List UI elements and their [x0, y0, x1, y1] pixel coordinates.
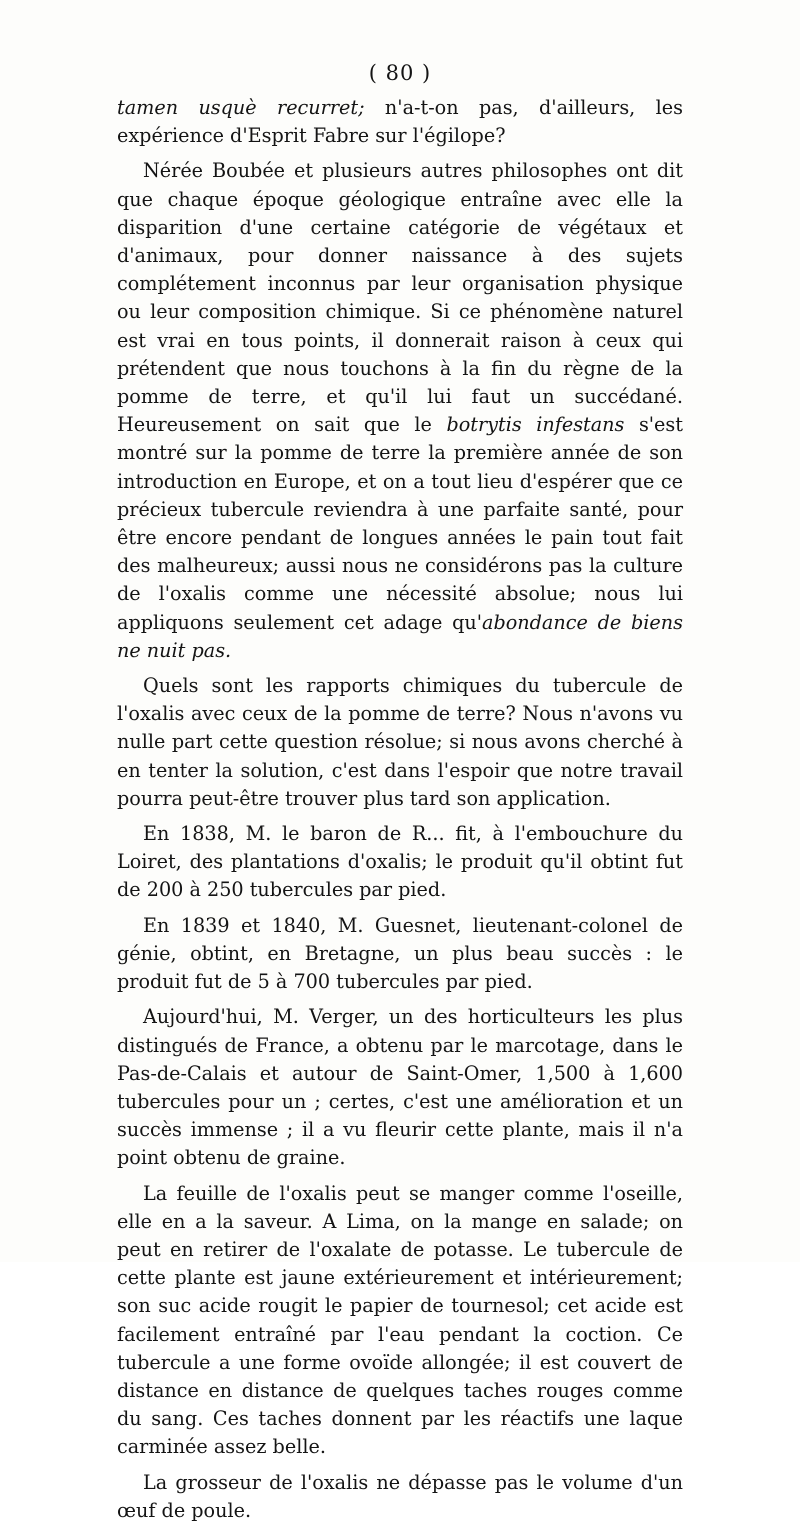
- paragraph-text: Nérée Boubée et plusieurs autres philosophes ont dit que chaque époque géologique entraîne avec elle la disparition d'une certaine catégorie de végétaux et d'animaux, pour donner naissance à des sujets complétement inconnus par leur organisation physique ou leur composition chimique. Si ce phénomène naturel est vrai en tous points, il donnerait raison à ceux qui prétendent que nous touchons à la fin du règne de la pomme de terre, et qu'il lui faut un succédané. Heureusement on sait que le: [117, 159, 683, 437]
- proverb: abondance de biens ne nuit pas.: [117, 610, 683, 662]
- paragraph-text: s'est montré sur la pomme de terre la première année de son introduction en Europe, et on a tout lieu d'espérer que ce précieux tubercule reviendra à une parfaite santé, pour être encore pendant de longues années le pain tout fait des malheureux; aussi nous ne considérons pas la culture de l'oxalis comme une nécessité absolue; nous lui appliquons seulement cet adage qu': [117, 413, 683, 634]
- paragraph-text: n'a-t-on pas, d'ailleurs, les expérience d'Esprit Fabre sur l'égilope?: [117, 96, 683, 148]
- paragraph-chemical-relations: Quels sont les rapports chimiques du tubercule de l'oxalis avec ceux de la pomme de terre? Nous n'avons vu nulle part cette question résolue; si nous avons cherché à en tenter la solution, c'est dans l'espoir que notre travail pourra peut-être trouver plus tard son application.: [117, 674, 683, 810]
- paragraph-1838: En 1838, M. le baron de R... fit, à l'embouchure du Loiret, des plantations d'oxalis; le produit qu'il obtint fut de 200 à 250 tubercules par pied.: [117, 822, 683, 902]
- paragraph-boubee: [117, 157, 683, 665]
- paragraph-verger: Aujourd'hui, M. Verger, un des horticulteurs les plus distingués de France, a obtenu par le marcotage, dans le Pas-de-Calais et autour de Saint-Omer, 1,500 à 1,600 tubercules pour un ; certes, c'est une amélioration et un succès immense ; il a vu fleurir cette plante, mais il n'a point obtenu de graine.: [117, 1005, 683, 1170]
- paragraph-continuation: [117, 94, 683, 150]
- body-text: [117, 94, 683, 1525]
- latin-phrase: tamen usquè recurret;: [117, 96, 365, 119]
- page-number: ( 80 ): [368, 61, 432, 85]
- species-name: botrytis infestans: [446, 413, 625, 437]
- paragraph-size: La grosseur de l'oxalis ne dépasse pas le volume d'un œuf de poule.: [117, 1470, 683, 1522]
- paragraph-leaf: La feuille de l'oxalis peut se manger comme l'oseille, elle en a la saveur. A Lima, on la mange en salade; on peut en retirer de l'oxalate de potasse. Le tubercule de cette plante est jaune extérieurement et intérieurement; son suc acide rougit le papier de tournesol; cet acide est facilement entraîné par l'eau pendant la coction. Ce tubercule a une forme ovoïde allongée; il est couvert de distance en distance de quelques taches rouges comme du sang. Ces taches donnent par les réactifs une laque carminée assez belle.: [117, 1181, 683, 1459]
- paragraph-1839: En 1839 et 1840, M. Guesnet, lieutenant-colonel de génie, obtint, en Bretagne, un plus beau succès : le produit fut de 5 à 700 tubercules par pied.: [117, 913, 683, 994]
